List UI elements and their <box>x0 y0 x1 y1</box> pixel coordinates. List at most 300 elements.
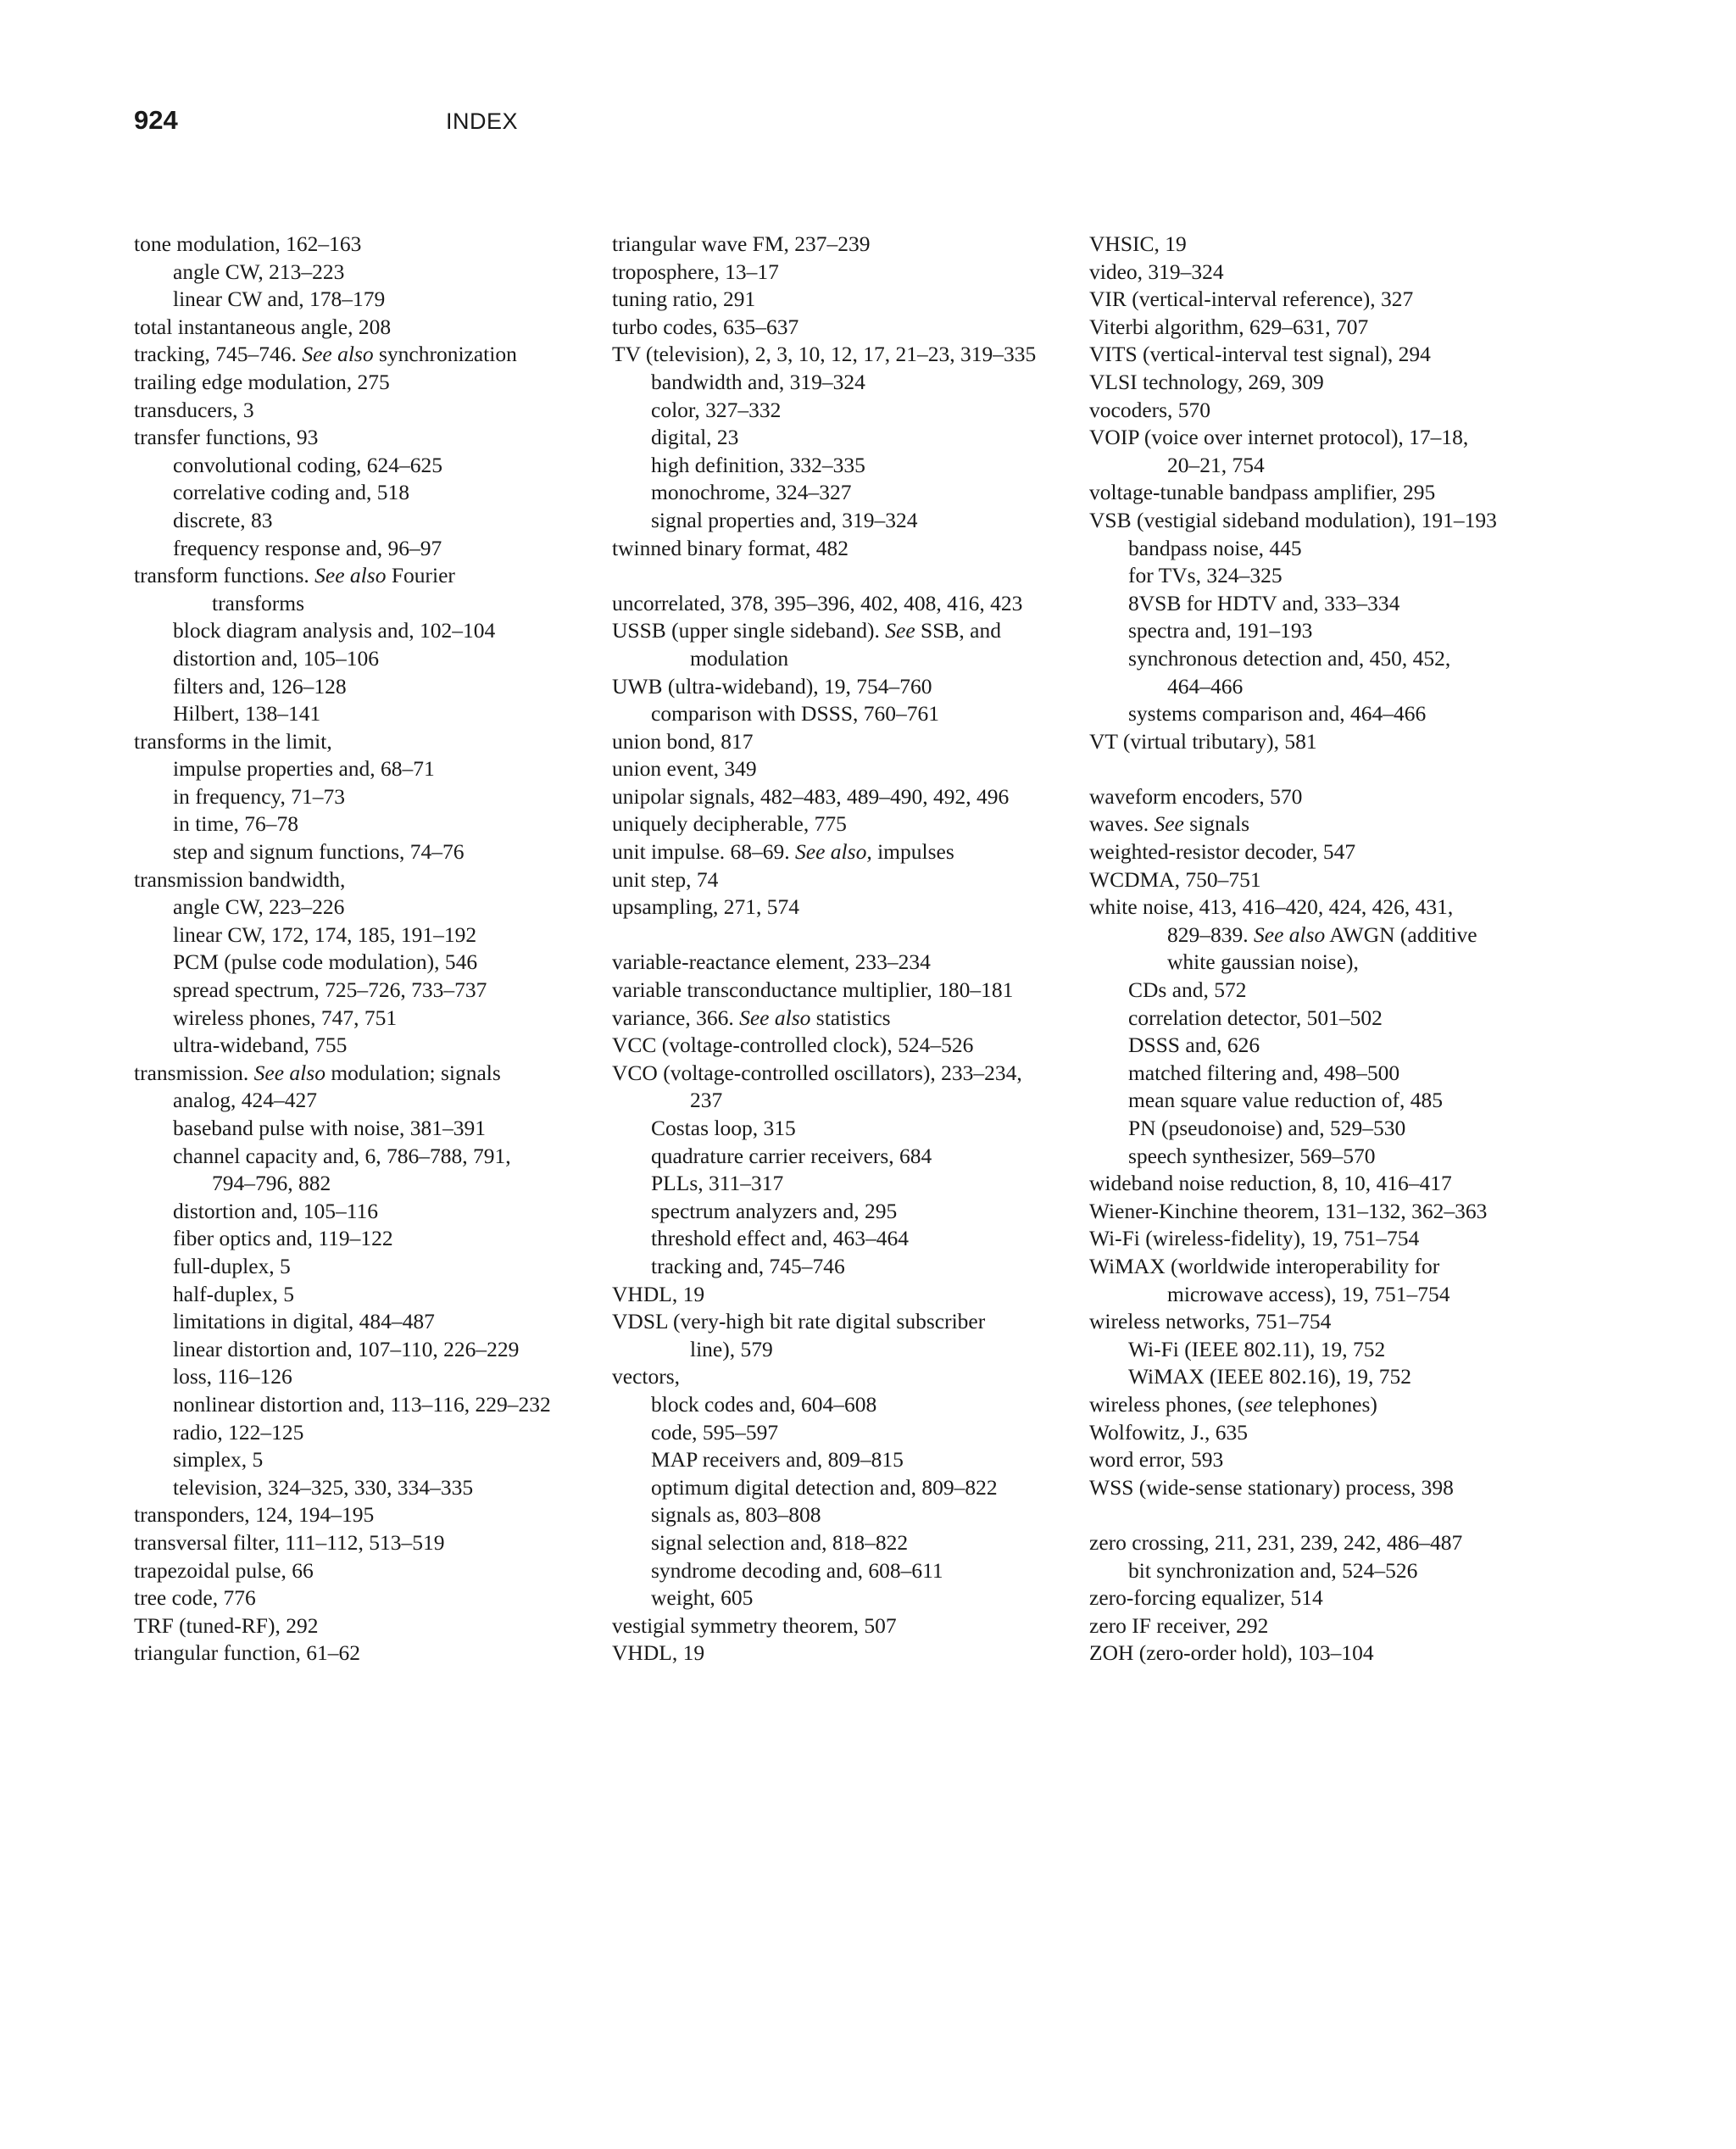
see-reference: See also, <box>795 839 872 865</box>
see-target: AWGN (additive <box>1329 921 1477 947</box>
index-entry <box>134 397 604 425</box>
letter-group-gap <box>1089 1501 1547 1529</box>
index-subentry <box>1089 617 1547 645</box>
entry-text: limitations in digital, 484–487 <box>173 1309 435 1334</box>
index-entry <box>1089 894 1547 921</box>
index-entry <box>1089 810 1547 838</box>
see-target: impulses <box>877 839 954 865</box>
index-entry <box>1089 1612 1547 1640</box>
see-reference: See also <box>739 1005 811 1030</box>
entry-text: spectra and, 191–193 <box>1128 618 1313 643</box>
entry-text: transmission. <box>134 1060 249 1085</box>
entry-text: union event, 349 <box>612 756 757 782</box>
entry-text: half-duplex, 5 <box>173 1281 295 1306</box>
index-entry <box>134 728 604 756</box>
index-entry <box>612 894 1087 921</box>
entry-text: DSSS and, 626 <box>1128 1033 1260 1058</box>
entry-text: WSS (wide-sense stationary) process, 398 <box>1089 1474 1454 1500</box>
entry-text: bit synchronization and, 524–526 <box>1128 1557 1418 1583</box>
entry-text: wideband noise reduction, 8, 10, 416–417 <box>1089 1171 1452 1196</box>
index-entry <box>612 1640 1087 1667</box>
index-subentry <box>612 479 1087 507</box>
entry-text: distortion and, 105–106 <box>173 645 379 671</box>
index-entry <box>612 314 1087 342</box>
index-subentry <box>1089 921 1547 949</box>
index-entry <box>1089 424 1547 452</box>
index-subentry <box>134 673 604 701</box>
entry-text: trailing edge modulation, 275 <box>134 369 390 394</box>
entry-text: radio, 122–125 <box>173 1419 304 1445</box>
entry-text: Viterbi algorithm, 629–631, 707 <box>1089 314 1369 339</box>
entry-text: line), 579 <box>690 1336 773 1361</box>
entry-text: tree code, 776 <box>134 1585 256 1611</box>
index-subentry <box>134 755 604 783</box>
entry-text: VCC (voltage-controlled clock), 524–526 <box>612 1033 974 1058</box>
entry-text: transmission bandwidth, <box>134 866 346 892</box>
entry-text: full-duplex, 5 <box>173 1253 291 1278</box>
index-subentry <box>134 507 604 535</box>
entry-text: waveform encoders, 570 <box>1089 783 1303 809</box>
index-entry <box>1089 838 1547 866</box>
index-subentry <box>612 1419 1087 1447</box>
index-entry <box>1089 1584 1547 1612</box>
index-subentry <box>612 1336 1087 1364</box>
entry-text: transform functions. <box>134 563 309 588</box>
entry-text: word error, 593 <box>1089 1447 1224 1473</box>
entry-text: variable-reactance element, 233–234 <box>612 949 931 975</box>
entry-text: transducers, 3 <box>134 397 254 422</box>
index-column-2 <box>612 231 1087 1667</box>
entry-text: code, 595–597 <box>651 1419 779 1445</box>
see-reference: See also <box>1254 921 1326 947</box>
entry-text: baseband pulse with noise, 381–391 <box>173 1116 486 1140</box>
index-entry <box>134 231 604 259</box>
index-subentry <box>1089 452 1547 480</box>
entry-text: WiMAX (IEEE 802.16), 19, 752 <box>1128 1364 1411 1389</box>
entry-text: tuning ratio, 291 <box>612 287 756 312</box>
index-subentry <box>1089 1281 1547 1309</box>
entry-text: USSB (upper single sideband). <box>612 618 880 643</box>
index-subentry <box>612 1391 1087 1419</box>
entry-text: simplex, 5 <box>173 1447 264 1473</box>
entry-text: 237 <box>690 1088 723 1113</box>
index-entry <box>612 231 1087 259</box>
entry-text: 829–839. <box>1167 921 1249 947</box>
entry-text: ultra-wideband, 755 <box>173 1033 348 1058</box>
index-subentry <box>612 1557 1087 1585</box>
index-subentry <box>1089 1143 1547 1171</box>
entry-text: transforms in the limit, <box>134 728 332 754</box>
index-subentry <box>612 507 1087 535</box>
index-entry <box>1089 1253 1547 1281</box>
index-entry <box>612 755 1087 783</box>
see-target: synchronization <box>378 342 517 367</box>
entry-text: quadrature carrier receivers, 684 <box>651 1143 932 1168</box>
entry-text: unit impulse. 68–69. <box>612 839 790 865</box>
entry-text: discrete, 83 <box>173 507 273 532</box>
index-entry <box>134 424 604 452</box>
entry-text: in time, 76–78 <box>173 811 299 837</box>
index-subentry <box>612 1584 1087 1612</box>
index-subentry <box>134 1253 604 1281</box>
entry-text: 464–466 <box>1167 673 1244 699</box>
entry-text: transversal filter, 111–112, 513–519 <box>134 1529 445 1555</box>
entry-text: VOIP (voice over internet protocol), 17–18, <box>1089 425 1469 450</box>
entry-text: syndrome decoding and, 608–611 <box>651 1557 943 1583</box>
entry-text: systems comparison and, 464–466 <box>1128 701 1427 727</box>
letter-group-gap <box>612 562 1087 590</box>
index-subentry <box>1089 535 1547 563</box>
index-entry <box>134 1501 604 1529</box>
entry-text: correlation detector, 501–502 <box>1128 1005 1383 1030</box>
entry-text: block codes and, 604–608 <box>651 1391 877 1417</box>
entry-text: weight, 605 <box>651 1585 754 1611</box>
entry-text: spectrum analyzers and, 295 <box>651 1198 898 1223</box>
index-subentry <box>612 700 1087 728</box>
entry-text: transponders, 124, 194–195 <box>134 1502 375 1528</box>
entry-text: bandpass noise, 445 <box>1128 535 1302 560</box>
see-reference: see <box>1244 1391 1272 1417</box>
index-subentry <box>612 1529 1087 1557</box>
index-subentry <box>612 1474 1087 1502</box>
index-entry <box>1089 1170 1547 1198</box>
index-subentry <box>1089 1060 1547 1088</box>
see-target: Fourier <box>391 563 455 588</box>
index-subentry <box>1089 977 1547 1005</box>
entry-text: wireless phones, 747, 751 <box>173 1005 398 1030</box>
index-entry <box>1089 1474 1547 1502</box>
entry-text: Wiener-Kinchine theorem, 131–132, 362–363 <box>1089 1198 1488 1223</box>
index-entry <box>134 1612 604 1640</box>
entry-text: WCDMA, 750–751 <box>1089 866 1261 892</box>
index-subentry <box>134 977 604 1005</box>
index-entry <box>612 810 1087 838</box>
index-entry <box>612 673 1087 701</box>
entry-text: transfer functions, 93 <box>134 425 319 450</box>
index-subentry <box>1089 700 1547 728</box>
index-subentry <box>612 1087 1087 1115</box>
index-entry <box>1089 1308 1547 1336</box>
index-entry <box>134 1529 604 1557</box>
index-subentry <box>134 535 604 563</box>
index-entry <box>1089 369 1547 397</box>
index-subentry <box>1089 949 1547 977</box>
index-entry <box>612 783 1087 811</box>
entry-text: WiMAX (worldwide interoperability for <box>1089 1253 1440 1278</box>
index-subentry <box>134 894 604 921</box>
see-target: SSB, and <box>921 618 1001 643</box>
entry-text: vocoders, 570 <box>1089 397 1211 422</box>
index-subentry <box>1089 590 1547 618</box>
index-subentry <box>134 1281 604 1309</box>
entry-text: 794–796, 882 <box>212 1171 331 1196</box>
index-subentry <box>1089 1032 1547 1060</box>
index-entry <box>1089 1198 1547 1226</box>
entry-text: signal selection and, 818–822 <box>651 1529 909 1555</box>
entry-text: vectors, <box>612 1364 681 1389</box>
index-entry <box>612 1363 1087 1391</box>
see-reference: See also <box>302 342 374 367</box>
index-entry <box>1089 1419 1547 1447</box>
index-subentry <box>1089 645 1547 673</box>
index-entry <box>1089 314 1547 342</box>
page-number: 924 <box>134 105 178 135</box>
index-subentry <box>134 645 604 673</box>
index-column-3 <box>1089 231 1547 1667</box>
index-entry <box>134 369 604 397</box>
index-subentry <box>134 479 604 507</box>
see-target: telephones) <box>1277 1391 1377 1417</box>
index-subentry <box>1089 562 1547 590</box>
entry-text: modulation <box>690 645 789 671</box>
index-subentry <box>134 590 604 618</box>
entry-text: optimum digital detection and, 809–822 <box>651 1474 998 1500</box>
see-reference: See <box>885 618 915 643</box>
index-entry <box>1089 286 1547 314</box>
entry-text: microwave access), 19, 751–754 <box>1167 1281 1450 1306</box>
entry-text: variance, 366. <box>612 1005 734 1030</box>
index-subentry <box>134 1198 604 1226</box>
entry-text: for TVs, 324–325 <box>1128 563 1283 588</box>
entry-text: Hilbert, 138–141 <box>173 701 321 727</box>
index-entry <box>612 341 1087 369</box>
index-entry <box>1089 259 1547 287</box>
entry-text: analog, 424–427 <box>173 1088 317 1113</box>
index-entry <box>1089 341 1547 369</box>
index-entry <box>1089 397 1547 425</box>
index-subentry <box>1089 1336 1547 1364</box>
entry-text: VHSIC, 19 <box>1089 231 1187 256</box>
entry-text: frequency response and, 96–97 <box>173 535 442 560</box>
entry-text: VCO (voltage-controlled oscillators), 233–234, <box>612 1060 1022 1085</box>
index-entry <box>612 728 1087 756</box>
entry-text: UWB (ultra-wideband), 19, 754–760 <box>612 673 932 699</box>
entry-text: turbo codes, 635–637 <box>612 314 799 339</box>
entry-text: speech synthesizer, 569–570 <box>1128 1143 1376 1168</box>
index-subentry <box>1089 1363 1547 1391</box>
see-reference: See also <box>253 1060 326 1085</box>
entry-text: Wolfowitz, J., 635 <box>1089 1419 1249 1445</box>
entry-text: step and signum functions, 74–76 <box>173 839 465 865</box>
entry-text: PCM (pulse code modulation), 546 <box>173 949 478 975</box>
index-entry <box>1089 1529 1547 1557</box>
index-entry <box>134 1584 604 1612</box>
index-subentry <box>134 700 604 728</box>
index-subentry <box>134 1391 604 1419</box>
entry-text: impulse properties and, 68–71 <box>173 756 435 782</box>
index-entry <box>134 562 604 590</box>
index-subentry <box>134 1115 604 1143</box>
entry-text: upsampling, 271, 574 <box>612 894 799 920</box>
index-entry <box>1089 507 1547 535</box>
index-entry <box>134 314 604 342</box>
entry-text: CDs and, 572 <box>1128 977 1247 1003</box>
index-subentry <box>612 1170 1087 1198</box>
index-subentry <box>612 1446 1087 1474</box>
index-subentry <box>134 949 604 977</box>
entry-text: 20–21, 754 <box>1167 452 1265 477</box>
entry-text: linear CW and, 178–179 <box>173 287 386 312</box>
index-subentry <box>612 1115 1087 1143</box>
index-subentry <box>612 1198 1087 1226</box>
index-entry <box>612 535 1087 563</box>
index-subentry <box>134 1336 604 1364</box>
index-entry <box>134 866 604 894</box>
index-subentry <box>134 1087 604 1115</box>
entry-text: digital, 23 <box>651 425 739 450</box>
index-entry <box>1089 783 1547 811</box>
index-entry <box>134 1640 604 1667</box>
entry-text: transforms <box>212 590 305 615</box>
entry-text: wireless networks, 751–754 <box>1089 1309 1332 1334</box>
index-entry <box>1089 728 1547 756</box>
index-entry <box>612 590 1087 618</box>
letter-group-gap <box>1089 755 1547 783</box>
entry-text: convolutional coding, 624–625 <box>173 452 443 477</box>
entry-text: ZOH (zero-order hold), 103–104 <box>1089 1640 1374 1666</box>
entry-text: PLLs, 311–317 <box>651 1171 784 1196</box>
entry-text: fiber optics and, 119–122 <box>173 1226 393 1251</box>
index-subentry <box>612 645 1087 673</box>
entry-text: VT (virtual tributary), 581 <box>1089 728 1317 754</box>
index-subentry <box>612 1253 1087 1281</box>
index-entry <box>134 1557 604 1585</box>
entry-text: total instantaneous angle, 208 <box>134 314 392 339</box>
index-subentry <box>134 783 604 811</box>
index-entry <box>1089 1640 1547 1667</box>
entry-text: zero-forcing equalizer, 514 <box>1089 1585 1323 1611</box>
entry-text: MAP receivers and, 809–815 <box>651 1447 904 1473</box>
entry-text: triangular wave FM, 237–239 <box>612 231 871 256</box>
entry-text: VHDL, 19 <box>612 1640 705 1666</box>
entry-text: TRF (tuned-RF), 292 <box>134 1612 319 1638</box>
index-subentry <box>134 259 604 287</box>
letter-group-gap <box>612 921 1087 949</box>
entry-text: zero crossing, 211, 231, 239, 242, 486–487 <box>1089 1529 1463 1555</box>
entry-text: correlative coding and, 518 <box>173 480 409 505</box>
index-entry <box>612 1060 1087 1088</box>
index-subentry <box>612 1225 1087 1253</box>
entry-text: white noise, 413, 416–420, 424, 426, 431, <box>1089 894 1454 920</box>
entry-text: Wi-Fi (IEEE 802.11), 19, 752 <box>1128 1336 1386 1361</box>
entry-text: comparison with DSSS, 760–761 <box>651 701 940 727</box>
index-subentry <box>134 1308 604 1336</box>
entry-text: wireless phones, ( <box>1089 1391 1245 1417</box>
entry-text: monochrome, 324–327 <box>651 480 852 505</box>
entry-text: uniquely decipherable, 775 <box>612 811 847 837</box>
entry-text: TV (television), 2, 3, 10, 12, 17, 21–23, 319–335 <box>612 342 1037 367</box>
entry-text: Costas loop, 315 <box>651 1116 796 1140</box>
index-subentry <box>134 1143 604 1171</box>
index-subentry <box>134 1446 604 1474</box>
entry-text: zero IF receiver, 292 <box>1089 1612 1269 1638</box>
entry-text: twinned binary format, 482 <box>612 535 849 560</box>
entry-text: Wi-Fi (wireless-fidelity), 19, 751–754 <box>1089 1226 1420 1251</box>
index-entry <box>1089 1391 1547 1419</box>
index-entry <box>612 838 1087 866</box>
entry-text: triangular function, 61–62 <box>134 1640 360 1666</box>
index-subentry <box>134 1032 604 1060</box>
index-entry <box>612 617 1087 645</box>
index-subentry <box>612 369 1087 397</box>
entry-text: linear CW, 172, 174, 185, 191–192 <box>173 921 477 947</box>
index-subentry <box>1089 673 1547 701</box>
index-subentry <box>134 1363 604 1391</box>
index-subentry <box>134 1170 604 1198</box>
index-subentry <box>612 397 1087 425</box>
index-subentry <box>134 810 604 838</box>
entry-text: angle CW, 223–226 <box>173 894 345 920</box>
entry-text: video, 319–324 <box>1089 259 1224 284</box>
index-subentry <box>612 1501 1087 1529</box>
index-entry <box>1089 1225 1547 1253</box>
index-subentry <box>612 452 1087 480</box>
entry-text: distortion and, 105–116 <box>173 1198 379 1223</box>
entry-text: waves. <box>1089 811 1149 837</box>
index-entry <box>612 1281 1087 1309</box>
entry-text: block diagram analysis and, 102–104 <box>173 618 496 643</box>
entry-text: signal properties and, 319–324 <box>651 507 918 532</box>
entry-text: trapezoidal pulse, 66 <box>134 1557 314 1583</box>
index-entry <box>1089 866 1547 894</box>
entry-text: linear distortion and, 107–110, 226–229 <box>173 1336 520 1361</box>
index-subentry <box>612 424 1087 452</box>
see-target: statistics <box>815 1005 891 1030</box>
entry-text: color, 327–332 <box>651 397 782 422</box>
entry-text: union bond, 817 <box>612 728 754 754</box>
entry-text: variable transconductance multiplier, 180–181 <box>612 977 1014 1003</box>
entry-text: tracking and, 745–746 <box>651 1253 845 1278</box>
entry-text: in frequency, 71–73 <box>173 783 345 809</box>
entry-text: VSB (vestigial sideband modulation), 191–193 <box>1089 507 1497 532</box>
entry-text: high definition, 332–335 <box>651 452 865 477</box>
index-entry <box>612 949 1087 977</box>
entry-text: VITS (vertical-interval test signal), 294 <box>1089 342 1431 367</box>
index-entry <box>612 866 1087 894</box>
index-subentry <box>1089 1115 1547 1143</box>
index-entry <box>612 1032 1087 1060</box>
index-entry <box>612 286 1087 314</box>
index-subentry <box>1089 1005 1547 1033</box>
index-subentry <box>134 452 604 480</box>
index-entry <box>612 1612 1087 1640</box>
entry-text: VIR (vertical-interval reference), 327 <box>1089 287 1414 312</box>
index-entry <box>612 977 1087 1005</box>
entry-text: weighted-resistor decoder, 547 <box>1089 839 1356 865</box>
entry-text: voltage-tunable bandpass amplifier, 295 <box>1089 480 1436 505</box>
index-entry <box>612 259 1087 287</box>
see-reference: See also <box>314 563 387 588</box>
index-subentry <box>134 1005 604 1033</box>
index-entry <box>134 1060 604 1088</box>
index-subentry <box>612 1143 1087 1171</box>
index-entry <box>612 1308 1087 1336</box>
entry-text: channel capacity and, 6, 786–788, 791, <box>173 1143 511 1168</box>
index-entry <box>612 1005 1087 1033</box>
index-subentry <box>1089 1557 1547 1585</box>
see-reference: See <box>1154 811 1184 837</box>
index-subentry <box>134 286 604 314</box>
entry-text: PN (pseudonoise) and, 529–530 <box>1128 1116 1406 1140</box>
index-column-1 <box>134 231 604 1667</box>
entry-text: VDSL (very-high bit rate digital subscriber <box>612 1309 986 1334</box>
index-subentry <box>134 1225 604 1253</box>
entry-text: signals as, 803–808 <box>651 1502 821 1528</box>
index-subentry <box>134 1474 604 1502</box>
index-entry <box>1089 231 1547 259</box>
entry-text: nonlinear distortion and, 113–116, 229–232 <box>173 1391 551 1417</box>
entry-text: white gaussian noise), <box>1167 949 1359 975</box>
